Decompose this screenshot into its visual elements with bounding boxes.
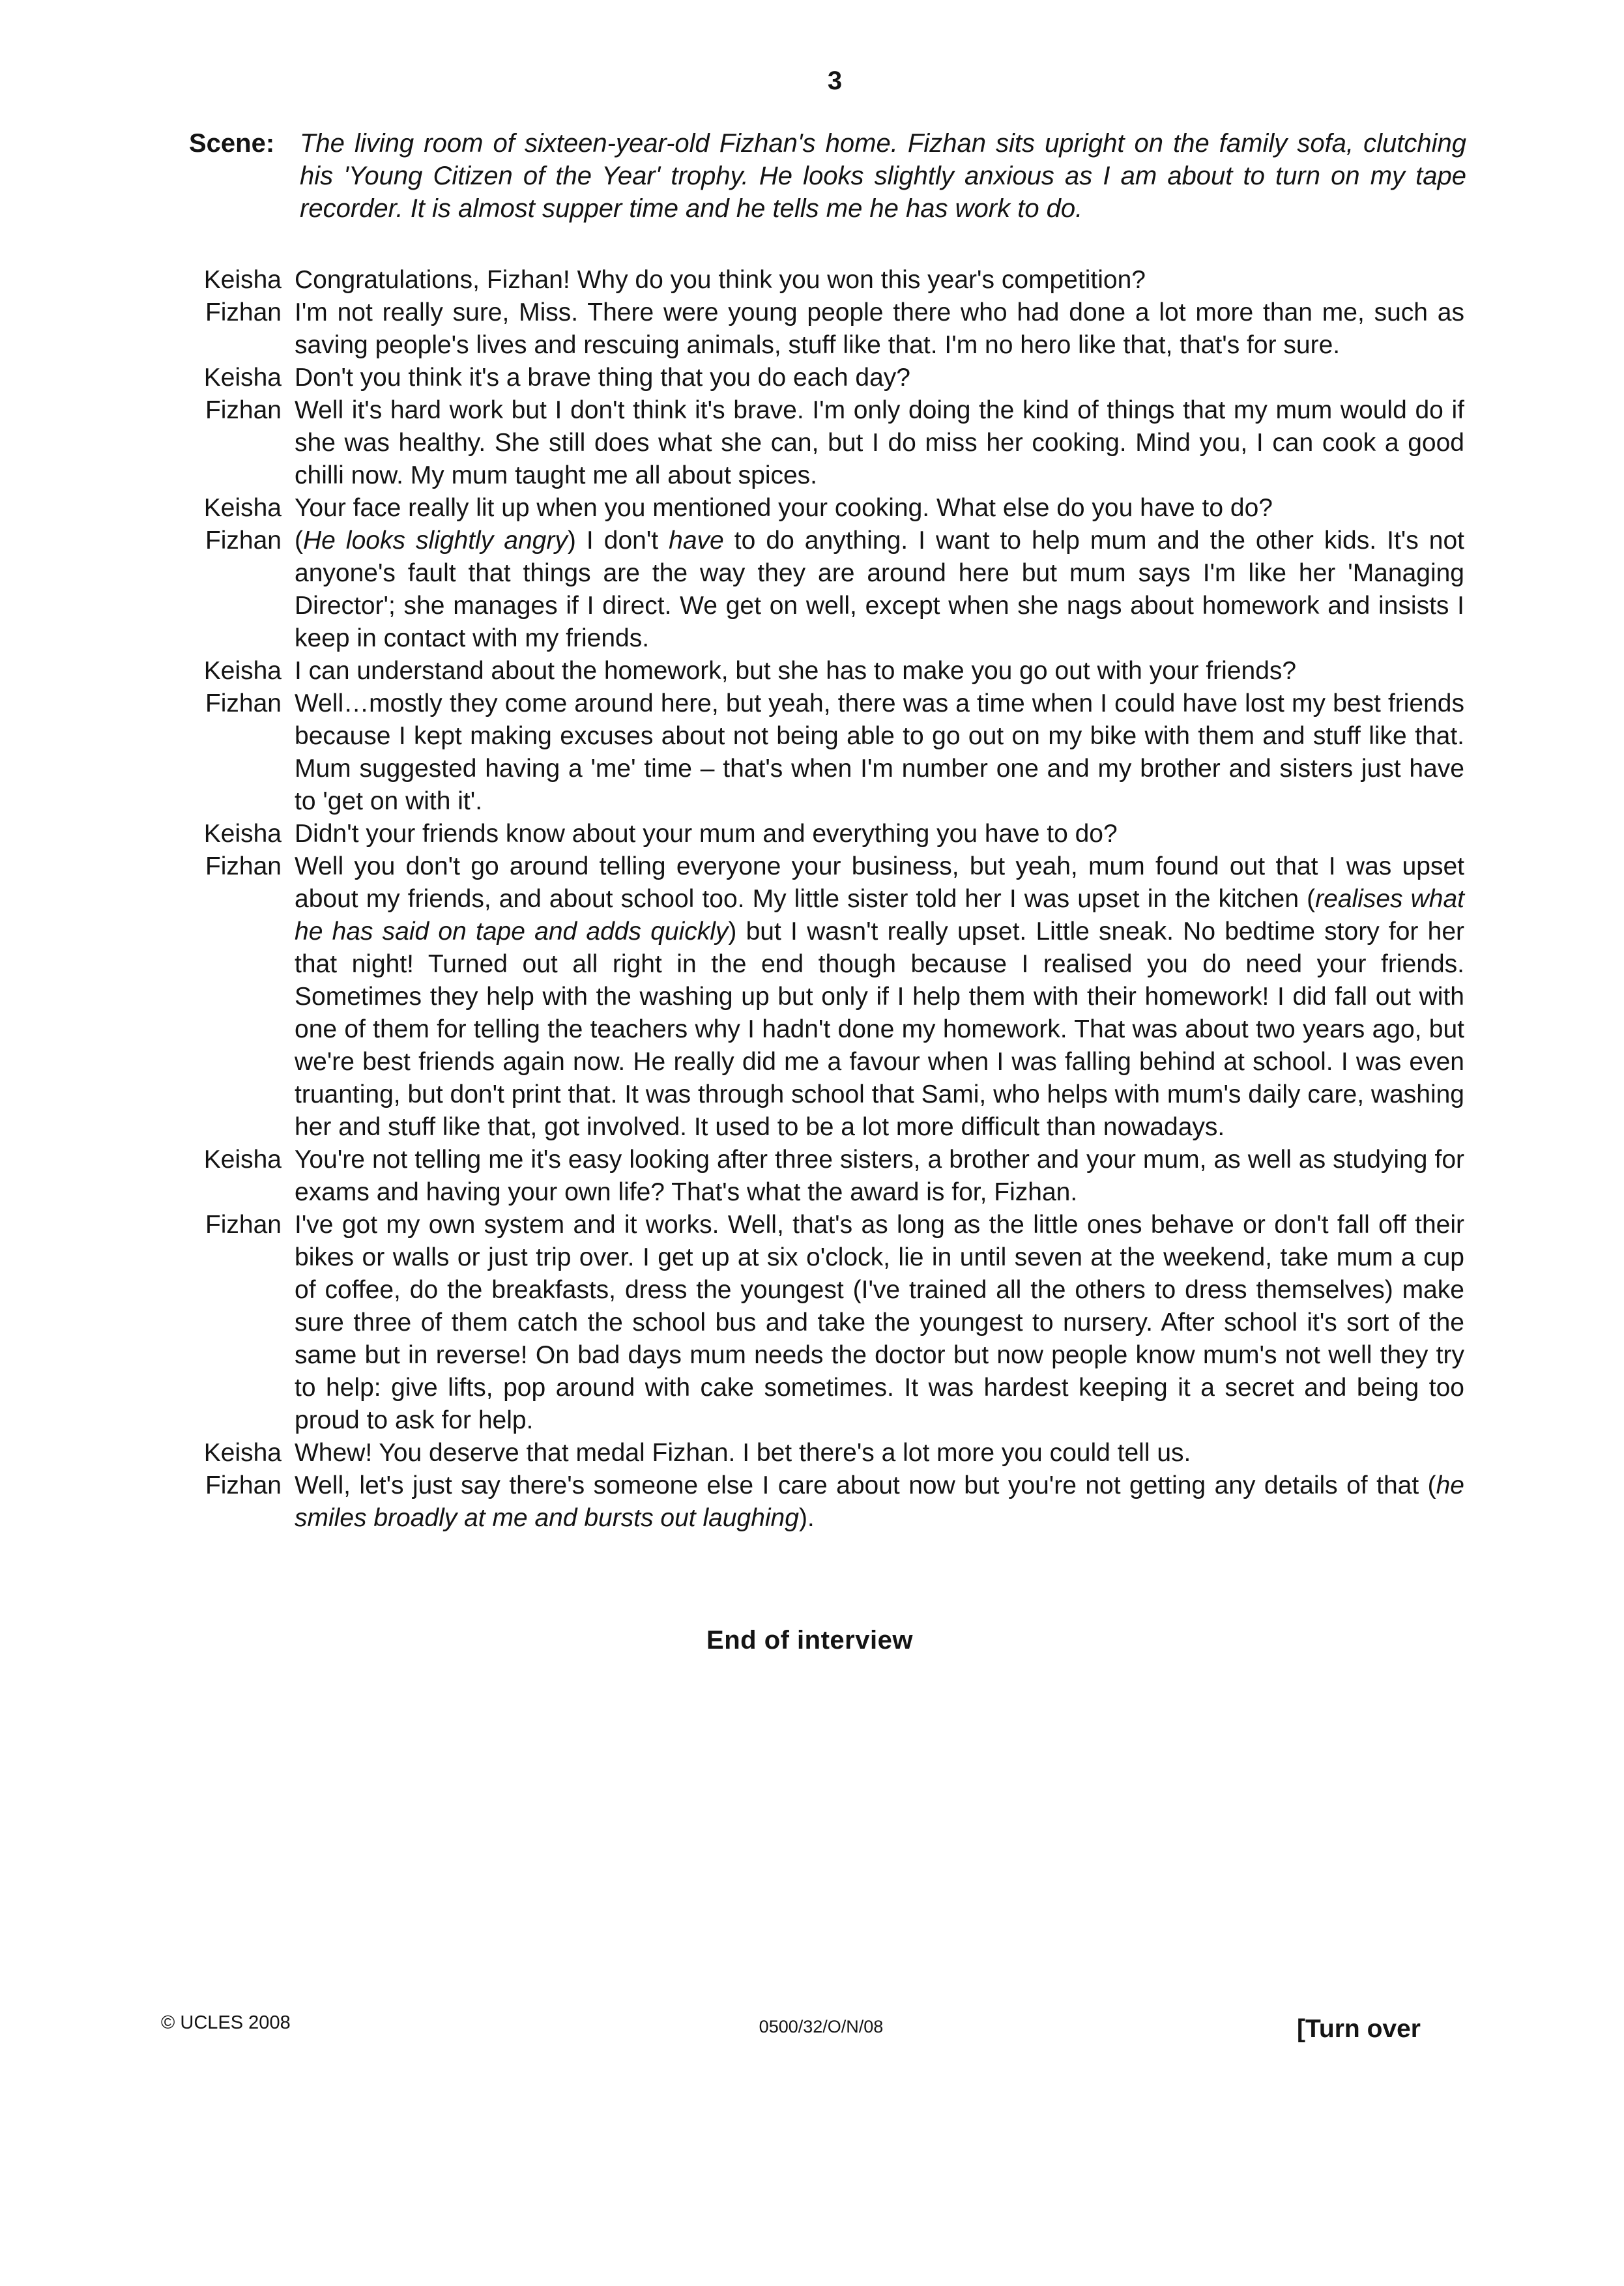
scene-description (189, 127, 1466, 225)
speaker-name: Fizhan (205, 1211, 282, 1239)
dialogue-turn (171, 850, 1464, 1144)
dialogue-turn (171, 362, 1464, 394)
speaker-name: Fizhan (205, 298, 282, 326)
line-text: I can understand about the homework, but she has to make you go out with your friends? (295, 657, 1297, 685)
speaker-line (295, 264, 1464, 297)
speaker-name: Fizhan (205, 396, 282, 424)
dialogue-turn (171, 818, 1464, 850)
speaker-name: Keisha (203, 657, 282, 685)
speaker-name: Fizhan (205, 1471, 282, 1499)
speaker-line (295, 818, 1464, 850)
line-text: to do anything. I want to help mum and the other kids. It's not anyone's fault that things are the way they are around here but mum says I'm like her 'Managing Director'; she manages if I direct. We get on well, except when she nags about homework and insists I keep in contact with my friends. (295, 527, 1465, 652)
line-text: ). (798, 1504, 815, 1532)
dialogue-turn (171, 264, 1464, 297)
scene-label: Scene: (189, 129, 275, 158)
speaker-name: Keisha (203, 1146, 282, 1174)
page-number: 3 (827, 66, 843, 95)
line-text: Well you don't go around telling everyone your business, but yeah, mum found out that I was upset about my friends, and about school too. My little sister told her I was upset in the kitchen ( (295, 852, 1464, 913)
line-text: Didn't your friends know about your mum and everything you have to do? (295, 820, 1118, 848)
speaker-line (295, 362, 1464, 394)
copyright: © UCLES 2008 (161, 2012, 291, 2033)
speaker-name: Fizhan (205, 689, 282, 717)
speaker-line (295, 297, 1464, 362)
line-text: ) I don't (567, 527, 669, 555)
interview-dialogue (171, 264, 1464, 1535)
speaker-line (295, 492, 1464, 525)
stage-direction: he smiles broadly at me and bursts out laughing (295, 1471, 1464, 1532)
speaker-name: Keisha (203, 820, 282, 848)
speaker-line (295, 525, 1464, 655)
dialogue-turn (171, 1469, 1464, 1535)
speaker-line (295, 394, 1464, 492)
line-text: I'm not really sure, Miss. There were young people there who had done a lot more than me, such as saving people's lives and rescuing animals, stuff like that. I'm no hero like that, that's for sure. (295, 298, 1464, 359)
speaker-name: Fizhan (205, 527, 282, 555)
line-text: Congratulations, Fizhan! Why do you think you won this year's competition? (295, 266, 1146, 294)
speaker-name: Keisha (203, 364, 282, 392)
end-of-interview: End of interview (706, 1626, 913, 1655)
dialogue-turn (171, 297, 1464, 362)
stage-direction: realises what he has said on tape and adds quickly (295, 885, 1465, 946)
line-text: You're not telling me it's easy looking after three sisters, a brother and your mum, as well as studying for exams and having your own life? That's what the award is for, Fizhan. (295, 1146, 1464, 1206)
speaker-name: Keisha (203, 494, 282, 522)
speaker-line (295, 1209, 1464, 1437)
dialogue-turn (171, 525, 1464, 655)
dialogue-turn (171, 1209, 1464, 1437)
paper-code: 0500/32/O/N/08 (759, 2017, 884, 2036)
line-text: Whew! You deserve that medal Fizhan. I bet there's a lot more you could tell us. (295, 1439, 1191, 1467)
turn-over: [Turn over (1297, 2015, 1421, 2043)
stage-direction: have (669, 527, 724, 555)
line-text: Well…mostly they come around here, but yeah, there was a time when I could have lost my best friends because I kept making excuses about not being able to go out on my bike with them and stuff like that. Mum suggested having a 'me' time – that's when I'm number one and my brother and sisters just have to 'get on with it'. (295, 689, 1464, 815)
scene-text: The living room of sixteen-year-old Fizhan's home. Fizhan sits upright on the family sofa, clutching his 'Young Citizen of the Year' trophy. He looks slightly anxious as I am about to turn on my tape recorder. It is almost supper time and he tells me he has work to do. (300, 129, 1466, 223)
speaker-line (295, 1437, 1464, 1469)
dialogue-turn (171, 1144, 1464, 1209)
dialogue-turn (171, 687, 1464, 818)
line-text: I've got my own system and it works. Well, that's as long as the little ones behave or don't fall off their bikes or walls or just trip over. I get up at six o'clock, lie in until seven at the weekend, take mum a cup of coffee, do the breakfasts, dress the youngest (I've trained all the others to dress themselves) make sure three of them catch the school bus and take the youngest to nursery. After school it's sort of the same but in reverse! On bad days mum needs the doctor but now people know mum's not well they try to help: give lifts, pop around with cake sometimes. It was hardest keeping it a secret and being too proud to ask for help. (295, 1211, 1464, 1434)
speaker-name: Fizhan (205, 852, 282, 880)
speaker-line (295, 687, 1464, 818)
line-text: Well, let's just say there's someone else I care about now but you're not getting any details of that ( (295, 1471, 1436, 1499)
dialogue-turn (171, 394, 1464, 492)
dialogue-turn (171, 655, 1464, 687)
speaker-name: Keisha (203, 266, 282, 294)
speaker-line (295, 655, 1464, 687)
dialogue-turn (171, 492, 1464, 525)
line-text: Don't you think it's a brave thing that you do each day? (295, 364, 910, 392)
stage-direction: He looks slightly angry (303, 527, 568, 555)
line-text: Well it's hard work but I don't think it's brave. I'm only doing the kind of things that my mum would do if she was healthy. She still does what she can, but I do miss her cooking. Mind you, I can cook a good chilli now. My mum taught me all about spices. (295, 396, 1464, 489)
line-text: ) but I wasn't really upset. Little sneak. No bedtime story for her that night! Turned out all right in the end though because I realised you do need your friends. Sometimes they help with the washing up but only if I help them with their homework! I did fall out with one of them for telling the teachers why I hadn't done my homework. That was about two years ago, but we're best friends again now. He really did me a favour when I was falling behind at school. I was even truanting, but don't print that. It was through school that Sami, who helps with mum's daily care, washing her and stuff like that, got involved. It used to be a lot more difficult than nowadays. (295, 918, 1464, 1141)
dialogue-turn (171, 1437, 1464, 1469)
speaker-line (295, 1469, 1464, 1535)
line-text: Your face really lit up when you mentioned your cooking. What else do you have to do? (295, 494, 1273, 522)
speaker-line (295, 850, 1464, 1144)
speaker-line (295, 1144, 1464, 1209)
speaker-name: Keisha (203, 1439, 282, 1467)
line-text: ( (295, 527, 303, 555)
